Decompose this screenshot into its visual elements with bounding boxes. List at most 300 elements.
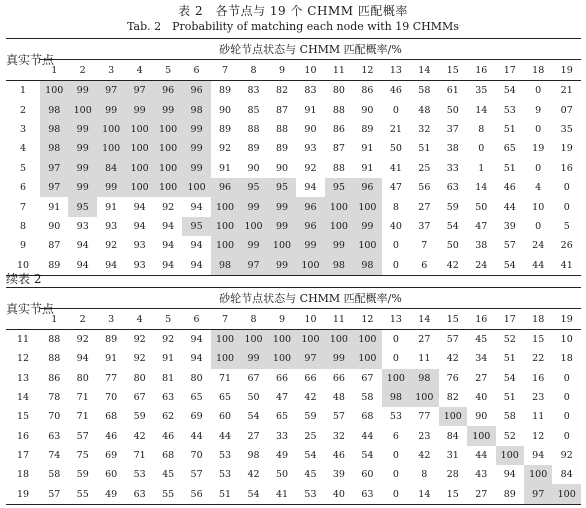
value-cell: 31 bbox=[446, 449, 459, 461]
value-cell: 59 bbox=[76, 469, 89, 481]
value-cell: 40 bbox=[389, 220, 402, 232]
column-header-cell: 17 bbox=[496, 60, 524, 81]
row-label-cell: 19 bbox=[16, 488, 30, 500]
value-cell: 94 bbox=[190, 259, 203, 271]
column-header-cell: 4 bbox=[125, 60, 153, 81]
value-cell: 50 bbox=[247, 392, 260, 404]
value-cell: 53 bbox=[503, 104, 516, 116]
column-header-cell: 14 bbox=[410, 60, 438, 81]
value-cell: 47 bbox=[389, 182, 402, 194]
value-cell: 92 bbox=[105, 240, 118, 252]
value-cell: 14 bbox=[475, 104, 488, 116]
value-cell: 99 bbox=[268, 217, 296, 236]
column-header-cell: 5 bbox=[154, 309, 182, 330]
value-cell: 67 bbox=[361, 372, 374, 384]
column-header-cell: 6 bbox=[182, 60, 210, 81]
value-cell: 90 bbox=[219, 104, 232, 116]
value-cell: 98 bbox=[353, 256, 381, 276]
value-cell: 100 bbox=[125, 120, 153, 139]
column-header-cell: 9 bbox=[268, 309, 296, 330]
value-cell: 47 bbox=[475, 220, 488, 232]
value-cell: 98 bbox=[40, 120, 68, 139]
value-cell: 91 bbox=[105, 353, 118, 365]
value-cell: 100 bbox=[154, 120, 182, 139]
value-cell: 91 bbox=[219, 162, 232, 174]
value-cell: 91 bbox=[105, 201, 118, 213]
table-row bbox=[6, 446, 581, 465]
value-cell: 86 bbox=[48, 372, 61, 384]
column-header-cell: 13 bbox=[382, 60, 410, 81]
value-cell: 56 bbox=[190, 488, 203, 500]
value-cell: 100 bbox=[154, 139, 182, 158]
value-cell: 94 bbox=[532, 449, 545, 461]
value-cell: 100 bbox=[296, 330, 324, 350]
value-cell: 100 bbox=[353, 330, 381, 350]
value-cell: 27 bbox=[418, 334, 431, 346]
value-cell: 34 bbox=[475, 353, 488, 365]
value-cell: 16 bbox=[560, 162, 573, 174]
value-cell: 100 bbox=[68, 100, 96, 119]
value-cell: 84 bbox=[97, 159, 125, 178]
value-cell: 92 bbox=[304, 162, 317, 174]
value-cell: 15 bbox=[532, 334, 545, 346]
table-row bbox=[6, 349, 581, 368]
value-cell: 99 bbox=[239, 236, 267, 255]
value-cell: 42 bbox=[446, 259, 459, 271]
value-cell: 18 bbox=[560, 353, 573, 365]
value-cell: 91 bbox=[361, 143, 374, 155]
span-header-label: 砂轮节点状态与 CHMM 匹配概率/% bbox=[40, 288, 581, 309]
value-cell: 43 bbox=[475, 469, 488, 481]
row-label-cell: 13 bbox=[16, 372, 30, 384]
value-cell: 55 bbox=[76, 488, 89, 500]
value-cell: 87 bbox=[48, 240, 61, 252]
value-cell: 57 bbox=[332, 411, 345, 423]
value-cell: 94 bbox=[162, 259, 175, 271]
table-row bbox=[6, 100, 581, 119]
value-cell: 89 bbox=[503, 488, 516, 500]
column-header-cell: 6 bbox=[182, 309, 210, 330]
value-cell: 45 bbox=[304, 469, 317, 481]
value-cell: 10 bbox=[560, 334, 573, 346]
probability-table-part1 bbox=[6, 38, 581, 276]
value-cell: 11 bbox=[418, 353, 431, 365]
value-cell: 41 bbox=[275, 488, 289, 500]
value-cell: 100 bbox=[268, 330, 296, 350]
probability-table-part2 bbox=[6, 287, 581, 505]
value-cell: 100 bbox=[239, 330, 267, 350]
value-cell: 91 bbox=[162, 353, 175, 365]
table-row bbox=[6, 256, 581, 276]
value-cell: 94 bbox=[105, 259, 118, 271]
value-cell: 77 bbox=[105, 372, 118, 384]
column-header-cell: 11 bbox=[325, 309, 353, 330]
value-cell: 51 bbox=[503, 353, 516, 365]
value-cell: 63 bbox=[48, 430, 61, 442]
value-cell: 58 bbox=[503, 411, 516, 423]
value-cell: 98 bbox=[40, 139, 68, 158]
value-cell: 53 bbox=[304, 488, 317, 500]
value-cell: 96 bbox=[296, 217, 324, 236]
value-cell: 91 bbox=[304, 104, 317, 116]
value-cell: 46 bbox=[332, 449, 345, 461]
value-cell: 100 bbox=[154, 159, 182, 178]
value-cell: 100 bbox=[496, 446, 524, 465]
value-cell: 07 bbox=[560, 104, 573, 116]
value-cell: 80 bbox=[76, 372, 89, 384]
value-cell: 60 bbox=[361, 469, 374, 481]
value-cell: 71 bbox=[133, 449, 146, 461]
span-header-label: 砂轮节点状态与 CHMM 匹配概率/% bbox=[40, 39, 581, 60]
value-cell: 93 bbox=[304, 143, 317, 155]
value-cell: 100 bbox=[353, 349, 381, 368]
value-cell: 28 bbox=[446, 469, 459, 481]
value-cell: 99 bbox=[182, 159, 210, 178]
row-label-cell: 2 bbox=[19, 104, 27, 116]
value-cell: 99 bbox=[97, 100, 125, 119]
value-cell: 89 bbox=[275, 143, 289, 155]
value-cell: 100 bbox=[40, 81, 68, 101]
value-cell: 55 bbox=[162, 488, 175, 500]
value-cell: 99 bbox=[296, 236, 324, 255]
value-cell: 88 bbox=[48, 353, 61, 365]
value-cell: 24 bbox=[532, 240, 545, 252]
value-cell: 98 bbox=[247, 449, 260, 461]
table-row bbox=[6, 388, 581, 407]
value-cell: 99 bbox=[68, 81, 96, 101]
value-cell: 0 bbox=[563, 182, 570, 194]
value-cell: 100 bbox=[125, 159, 153, 178]
value-cell: 26 bbox=[560, 240, 573, 252]
value-cell: 100 bbox=[325, 217, 353, 236]
column-header-cell: 2 bbox=[68, 309, 96, 330]
column-header-cell: 1 bbox=[40, 60, 68, 81]
column-header-cell: 18 bbox=[524, 60, 552, 81]
value-cell: 100 bbox=[239, 217, 267, 236]
value-cell: 52 bbox=[503, 430, 516, 442]
value-cell: 58 bbox=[48, 469, 61, 481]
value-cell: 32 bbox=[418, 123, 431, 135]
value-cell: 42 bbox=[247, 469, 260, 481]
value-cell: 98 bbox=[325, 256, 353, 276]
value-cell: 56 bbox=[418, 182, 431, 194]
value-cell: 99 bbox=[268, 256, 296, 276]
value-cell: 92 bbox=[560, 449, 573, 461]
value-cell: 94 bbox=[162, 220, 175, 232]
value-cell: 54 bbox=[247, 488, 260, 500]
value-cell: 0 bbox=[392, 488, 399, 500]
value-cell: 42 bbox=[446, 353, 459, 365]
value-cell: 71 bbox=[76, 411, 89, 423]
value-cell: 86 bbox=[361, 85, 374, 97]
value-cell: 89 bbox=[247, 143, 260, 155]
value-cell: 60 bbox=[219, 411, 232, 423]
value-cell: 65 bbox=[503, 143, 516, 155]
table-row bbox=[6, 236, 581, 255]
value-cell: 0 bbox=[535, 123, 542, 135]
table-caption-english: Tab. 2 Probability of matching each node with 19 CHMMs bbox=[127, 20, 459, 33]
value-cell: 53 bbox=[389, 411, 402, 423]
table-caption-chinese: 表 2 各节点与 19 个 CHMM 匹配概率 bbox=[178, 4, 408, 18]
value-cell: 97 bbox=[125, 81, 153, 101]
value-cell: 68 bbox=[162, 449, 175, 461]
value-cell: 88 bbox=[332, 162, 345, 174]
value-cell: 4 bbox=[535, 182, 542, 194]
value-cell: 69 bbox=[105, 449, 118, 461]
table-row bbox=[6, 369, 581, 388]
column-header-cell: 12 bbox=[353, 60, 381, 81]
column-header-cell: 15 bbox=[439, 60, 467, 81]
value-cell: 94 bbox=[76, 240, 89, 252]
value-cell: 92 bbox=[76, 334, 89, 346]
value-cell: 58 bbox=[361, 392, 374, 404]
value-cell: 97 bbox=[296, 349, 324, 368]
value-cell: 81 bbox=[162, 372, 175, 384]
value-cell: 95 bbox=[182, 217, 210, 236]
value-cell: 0 bbox=[535, 85, 542, 97]
value-cell: 50 bbox=[446, 240, 459, 252]
value-cell: 71 bbox=[219, 372, 232, 384]
column-header-cell: 10 bbox=[296, 309, 324, 330]
value-cell: 68 bbox=[105, 411, 118, 423]
value-cell: 19 bbox=[560, 143, 573, 155]
value-cell: 66 bbox=[304, 372, 317, 384]
value-cell: 97 bbox=[524, 484, 552, 504]
row-label-cell: 9 bbox=[19, 240, 27, 252]
value-cell: 61 bbox=[446, 85, 459, 97]
row-label-cell: 15 bbox=[16, 411, 30, 423]
value-cell: 80 bbox=[332, 85, 345, 97]
value-cell: 100 bbox=[382, 369, 410, 388]
value-cell: 88 bbox=[275, 123, 289, 135]
value-cell: 99 bbox=[239, 349, 267, 368]
table-row bbox=[6, 159, 581, 178]
value-cell: 39 bbox=[332, 469, 345, 481]
value-cell: 96 bbox=[154, 81, 182, 101]
value-cell: 0 bbox=[563, 411, 570, 423]
value-cell: 0 bbox=[478, 143, 485, 155]
value-cell: 47 bbox=[275, 392, 289, 404]
value-cell: 41 bbox=[560, 259, 573, 271]
value-cell: 45 bbox=[475, 334, 488, 346]
value-cell: 87 bbox=[332, 143, 345, 155]
value-cell: 0 bbox=[563, 201, 570, 213]
value-cell: 48 bbox=[332, 392, 345, 404]
value-cell: 59 bbox=[133, 411, 146, 423]
value-cell: 50 bbox=[446, 104, 459, 116]
table-row bbox=[6, 139, 581, 158]
value-cell: 48 bbox=[418, 104, 431, 116]
value-cell: 41 bbox=[389, 162, 402, 174]
value-cell: 99 bbox=[325, 349, 353, 368]
value-cell: 78 bbox=[48, 392, 61, 404]
value-cell: 98 bbox=[382, 388, 410, 407]
column-header-row bbox=[6, 60, 581, 81]
value-cell: 44 bbox=[532, 259, 545, 271]
value-cell: 94 bbox=[162, 240, 175, 252]
value-cell: 94 bbox=[190, 353, 203, 365]
value-cell: 97 bbox=[97, 81, 125, 101]
row-label-cell: 10 bbox=[16, 259, 30, 271]
value-cell: 59 bbox=[304, 411, 317, 423]
value-cell: 54 bbox=[247, 411, 260, 423]
value-cell: 54 bbox=[503, 85, 516, 97]
table-row bbox=[6, 330, 581, 350]
value-cell: 99 bbox=[239, 197, 267, 216]
value-cell: 100 bbox=[211, 217, 239, 236]
value-cell: 69 bbox=[190, 411, 203, 423]
row-label-cell: 18 bbox=[16, 469, 30, 481]
value-cell: 68 bbox=[361, 411, 374, 423]
value-cell: 57 bbox=[190, 469, 203, 481]
row-label-cell: 8 bbox=[19, 220, 27, 232]
value-cell: 93 bbox=[76, 220, 89, 232]
value-cell: 89 bbox=[361, 123, 374, 135]
value-cell: 44 bbox=[503, 201, 516, 213]
value-cell: 44 bbox=[475, 449, 488, 461]
value-cell: 0 bbox=[392, 104, 399, 116]
value-cell: 82 bbox=[446, 392, 459, 404]
value-cell: 95 bbox=[68, 197, 96, 216]
value-cell: 89 bbox=[48, 259, 61, 271]
value-cell: 74 bbox=[48, 449, 61, 461]
column-header-cell: 16 bbox=[467, 60, 495, 81]
value-cell: 59 bbox=[446, 201, 459, 213]
value-cell: 85 bbox=[247, 104, 260, 116]
table-row bbox=[6, 484, 581, 504]
value-cell: 32 bbox=[332, 430, 345, 442]
value-cell: 94 bbox=[133, 220, 146, 232]
value-cell: 27 bbox=[475, 372, 488, 384]
value-cell: 65 bbox=[219, 392, 232, 404]
value-cell: 65 bbox=[190, 392, 203, 404]
value-cell: 0 bbox=[392, 449, 399, 461]
value-cell: 42 bbox=[304, 392, 317, 404]
value-cell: 37 bbox=[418, 220, 431, 232]
value-cell: 94 bbox=[76, 353, 89, 365]
value-cell: 100 bbox=[467, 426, 495, 445]
row-label-cell: 1 bbox=[19, 85, 27, 97]
value-cell: 40 bbox=[332, 488, 345, 500]
value-cell: 21 bbox=[389, 123, 402, 135]
value-cell: 100 bbox=[296, 256, 324, 276]
value-cell: 98 bbox=[40, 100, 68, 119]
table-row bbox=[6, 120, 581, 139]
value-cell: 0 bbox=[563, 372, 570, 384]
value-cell: 99 bbox=[125, 100, 153, 119]
value-cell: 9 bbox=[535, 104, 542, 116]
value-cell: 89 bbox=[105, 334, 118, 346]
value-cell: 93 bbox=[105, 220, 118, 232]
value-cell: 99 bbox=[68, 139, 96, 158]
value-cell: 54 bbox=[304, 449, 317, 461]
value-cell: 99 bbox=[268, 197, 296, 216]
table-top-header-row bbox=[6, 288, 581, 309]
value-cell: 60 bbox=[105, 469, 118, 481]
value-cell: 94 bbox=[190, 201, 203, 213]
value-cell: 6 bbox=[421, 259, 428, 271]
value-cell: 14 bbox=[418, 488, 431, 500]
value-cell: 92 bbox=[133, 334, 146, 346]
value-cell: 46 bbox=[105, 430, 118, 442]
value-cell: 33 bbox=[275, 430, 289, 442]
value-cell: 80 bbox=[190, 372, 203, 384]
value-cell: 100 bbox=[125, 139, 153, 158]
value-cell: 88 bbox=[332, 104, 345, 116]
value-cell: 51 bbox=[219, 488, 232, 500]
column-header-cell: 5 bbox=[154, 60, 182, 81]
value-cell: 93 bbox=[133, 240, 146, 252]
column-header-cell: 3 bbox=[97, 309, 125, 330]
value-cell: 21 bbox=[560, 85, 573, 97]
value-cell: 58 bbox=[418, 85, 431, 97]
value-cell: 23 bbox=[418, 430, 431, 442]
value-cell: 70 bbox=[48, 411, 61, 423]
value-cell: 90 bbox=[247, 162, 260, 174]
row-header-label: 真实节点 bbox=[6, 288, 40, 330]
row-label-cell: 5 bbox=[19, 162, 27, 174]
column-header-cell: 1 bbox=[40, 309, 68, 330]
value-cell: 71 bbox=[76, 392, 89, 404]
value-cell: 38 bbox=[446, 143, 459, 155]
value-cell: 35 bbox=[475, 85, 488, 97]
column-header-cell: 7 bbox=[211, 309, 239, 330]
table-row bbox=[6, 81, 581, 101]
value-cell: 75 bbox=[76, 449, 89, 461]
value-cell: 66 bbox=[275, 372, 289, 384]
value-cell: 45 bbox=[162, 469, 175, 481]
value-cell: 98 bbox=[182, 100, 210, 119]
value-cell: 98 bbox=[211, 256, 239, 276]
row-header-label: 真实节点 bbox=[6, 39, 40, 81]
column-header-cell: 18 bbox=[524, 309, 552, 330]
value-cell: 7 bbox=[421, 240, 428, 252]
value-cell: 50 bbox=[389, 143, 402, 155]
table-row bbox=[6, 178, 581, 197]
value-cell: 0 bbox=[392, 469, 399, 481]
value-cell: 63 bbox=[162, 392, 175, 404]
column-header-cell: 2 bbox=[68, 60, 96, 81]
value-cell: 94 bbox=[503, 469, 516, 481]
value-cell: 0 bbox=[563, 430, 570, 442]
value-cell: 93 bbox=[133, 259, 146, 271]
value-cell: 51 bbox=[503, 123, 516, 135]
value-cell: 54 bbox=[446, 220, 459, 232]
value-cell: 8 bbox=[392, 201, 399, 213]
value-cell: 57 bbox=[446, 334, 459, 346]
value-cell: 27 bbox=[475, 488, 488, 500]
value-cell: 54 bbox=[361, 449, 374, 461]
value-cell: 88 bbox=[48, 334, 61, 346]
value-cell: 70 bbox=[105, 392, 118, 404]
row-label-cell: 16 bbox=[16, 430, 30, 442]
value-cell: 50 bbox=[475, 201, 488, 213]
value-cell: 24 bbox=[475, 259, 488, 271]
value-cell: 90 bbox=[361, 104, 374, 116]
value-cell: 88 bbox=[247, 123, 260, 135]
value-cell: 25 bbox=[304, 430, 317, 442]
value-cell: 35 bbox=[560, 123, 573, 135]
value-cell: 100 bbox=[211, 330, 239, 350]
value-cell: 96 bbox=[353, 178, 381, 197]
value-cell: 0 bbox=[392, 353, 399, 365]
value-cell: 16 bbox=[532, 372, 545, 384]
value-cell: 99 bbox=[353, 217, 381, 236]
value-cell: 25 bbox=[418, 162, 431, 174]
value-cell: 99 bbox=[154, 100, 182, 119]
value-cell: 57 bbox=[48, 488, 61, 500]
value-cell: 83 bbox=[247, 85, 260, 97]
